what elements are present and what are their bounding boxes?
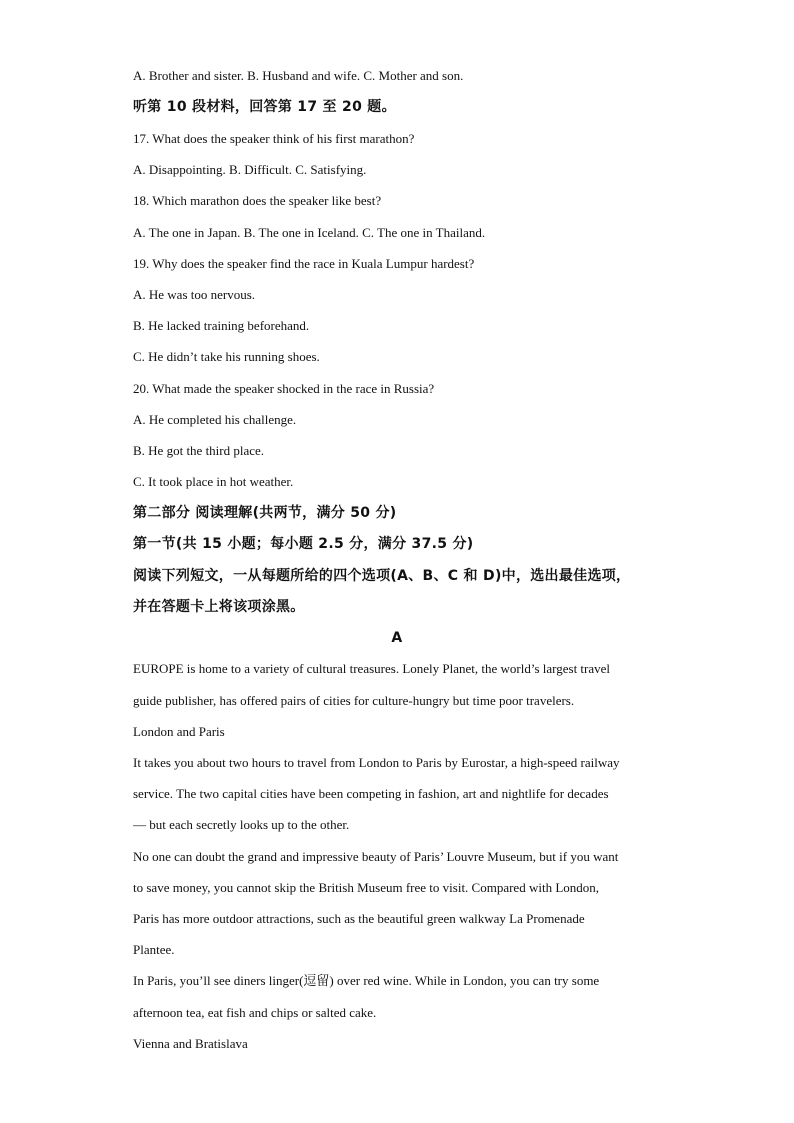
- reading-instruction-line2: 并在答题卡上将该项涂黑。: [133, 599, 305, 615]
- passage-text-line: No one can doubt the grand and impressive beauty of Paris’ Louvre Museum, but if you want: [133, 849, 619, 864]
- passage-text-line: — but each secretly looks up to the other.: [133, 817, 350, 832]
- q19-question: 19. Why does the speaker find the race in Kuala Lumpur hardest?: [133, 256, 475, 271]
- q17-question: 17. What does the speaker think of his first marathon?: [133, 131, 415, 146]
- q19-option-c: C. He didn’t take his running shoes.: [133, 349, 320, 364]
- q20-option-a: A. He completed his challenge.: [133, 412, 297, 427]
- passage-label: A: [391, 630, 403, 646]
- passage-subheading: Vienna and Bratislava: [133, 1036, 248, 1051]
- passage-text-line: to save money, you cannot skip the British Museum free to visit. Compared with London,: [133, 880, 600, 895]
- passage-text-line: afternoon tea, eat fish and chips or salted cake.: [133, 1005, 377, 1020]
- q17-options: A. Disappointing. B. Difficult. C. Satisfying.: [133, 162, 367, 177]
- passage-text-line: guide publisher, has offered pairs of cities for culture-hungry but time poor travelers.: [133, 693, 575, 708]
- passage-text-line: service. The two capital cities have been competing in fashion, art and nightlife for decades: [133, 786, 609, 801]
- q19-option-b: B. He lacked training beforehand.: [133, 318, 310, 333]
- passage-text-line: EUROPE is home to a variety of cultural treasures. Lonely Planet, the world’s largest travel: [133, 661, 611, 676]
- q18-question: 18. Which marathon does the speaker like best?: [133, 193, 382, 208]
- reading-instruction-line1: 阅读下列短文，一从每题所给的四个选项(A、B、C 和 D)中，选出最佳选项，: [133, 568, 631, 584]
- section-one-heading: 第一节(共 15 小题；每小题 2.5 分，满分 37.5 分): [133, 536, 474, 552]
- q18-options: A. The one in Japan. B. The one in Iceland. C. The one in Thailand.: [133, 225, 486, 240]
- passage-text-line: Plantee.: [133, 942, 175, 957]
- part-two-heading: 第二部分 阅读理解(共两节，满分 50 分): [133, 505, 397, 521]
- q20-option-b: B. He got the third place.: [133, 443, 265, 458]
- section-instruction-q17-20: 听第 10 段材料，回答第 17 至 20 题。: [133, 99, 396, 115]
- q20-question: 20. What made the speaker shocked in the race in Russia?: [133, 381, 435, 396]
- passage-text-line: In Paris, you’ll see diners linger(逗留) over red wine. While in London, you can try some: [133, 973, 600, 988]
- q19-option-a: A. He was too nervous.: [133, 287, 256, 302]
- q20-option-c: C. It took place in hot weather.: [133, 474, 294, 489]
- passage-subheading: London and Paris: [133, 724, 225, 739]
- passage-text-line: It takes you about two hours to travel from London to Paris by Eurostar, a high-speed railway: [133, 755, 620, 770]
- passage-text-line: Paris has more outdoor attractions, such as the beautiful green walkway La Promenade: [133, 911, 585, 926]
- q16-options: A. Brother and sister. B. Husband and wife. C. Mother and son.: [133, 68, 464, 83]
